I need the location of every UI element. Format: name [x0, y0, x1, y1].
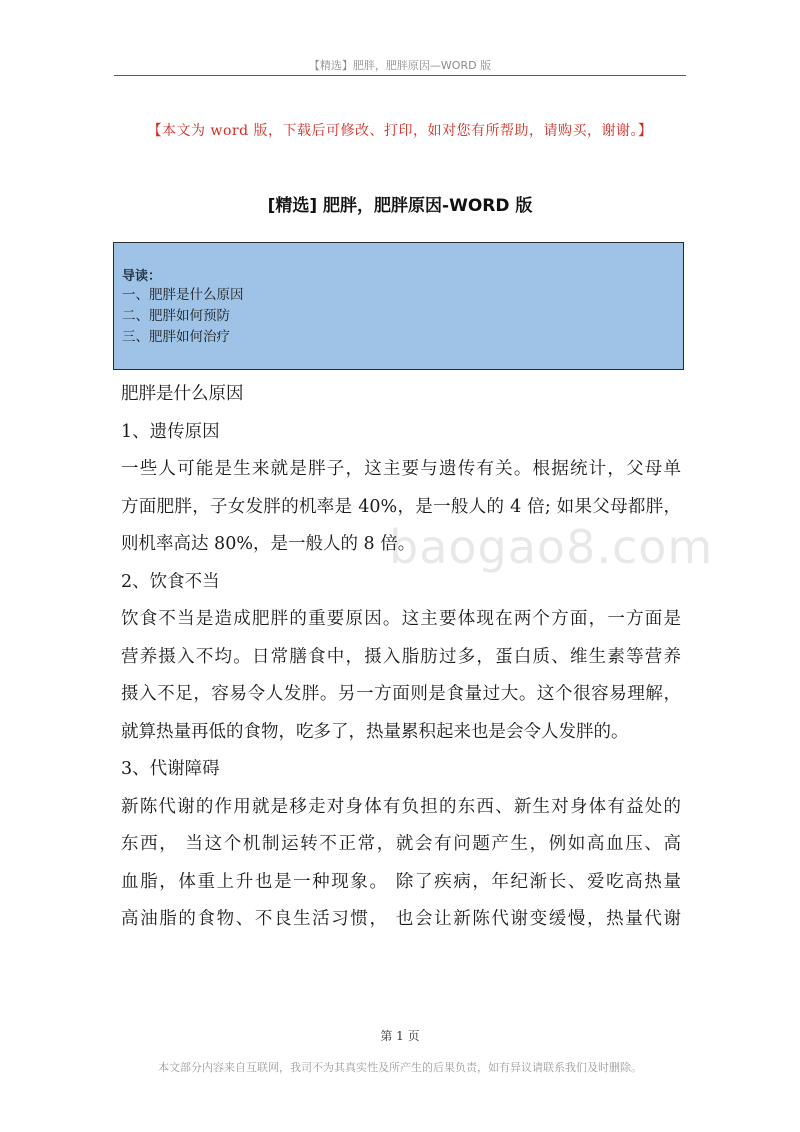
toc-box	[113, 242, 684, 370]
paragraph-line: 方面肥胖，子女发胖的机率是 40%，是一般人的 4 倍; 如果父母都胖，	[121, 496, 681, 517]
paragraph-line: 高油脂的食物、不良生活习惯， 也会让新陈代谢变缓慢，热量代谢	[121, 909, 681, 929]
footer-disclaimer: 本文部分内容来自互联网，我司不为其真实性及所产生的后果负责，如有异议请联系我们及时删除。	[158, 1061, 642, 1074]
paragraph-line: 饮食不当是造成肥胖的重要原因。这主要体现在两个方面，一方面是	[121, 609, 681, 629]
paragraph-line: 新陈代谢的作用就是移走对身体有负担的东西、新生对身体有益处的	[121, 796, 681, 817]
paragraph-line: 则机率高达 80%，是一般人的 8 倍。	[121, 534, 416, 554]
paragraph-line: 血脂，体重上升也是一种现象。 除了疾病，年纪渐长、爱吃高热量	[121, 871, 681, 892]
toc-item: 二、肥胖如何预防	[122, 308, 230, 324]
paragraph-line: 一些人可能是生来就是胖子，这主要与遗传有关。根据统计，父母单	[121, 459, 681, 479]
watermark: baogao8.com	[389, 520, 714, 574]
toc-item: 三、肥胖如何治疗	[122, 329, 230, 345]
running-header: 【精选】肥胖，肥胖原因—WORD 版	[308, 59, 492, 72]
subheading-genetic: 1、遗传原因	[121, 421, 220, 442]
toc-label: 导读：	[122, 269, 162, 284]
page-number: 第 1 页	[380, 1029, 420, 1043]
section-heading: 肥胖是什么原因	[121, 384, 244, 404]
body-content	[121, 376, 681, 939]
paragraph-line: 摄入不足，容易令人发胖。另一方面则是食量过大。这个很容易理解，	[121, 684, 681, 704]
document-title: [精选] 肥胖，肥胖原因-WORD 版	[267, 196, 533, 216]
paragraph-line: 东西， 当这个机制运转不正常，就会有问题产生，例如高血压、高	[121, 834, 681, 854]
paragraph-line: 营养摄入不均。日常膳食中，摄入脂肪过多，蛋白质、维生素等营养	[121, 646, 681, 667]
header-divider	[114, 75, 686, 76]
toc-item: 一、肥胖是什么原因	[122, 287, 244, 303]
subheading-diet: 2、饮食不当	[121, 571, 220, 592]
paragraph-line: 就算热量再低的食物，吃多了，热量累积起来也是会令人发胖的。	[121, 721, 629, 742]
purchase-notice: 【本文为 word 版，下载后可修改、打印，如对您有所帮助，请购买，谢谢。】	[147, 123, 653, 139]
subheading-metabolism: 3、代谢障碍	[121, 759, 220, 779]
